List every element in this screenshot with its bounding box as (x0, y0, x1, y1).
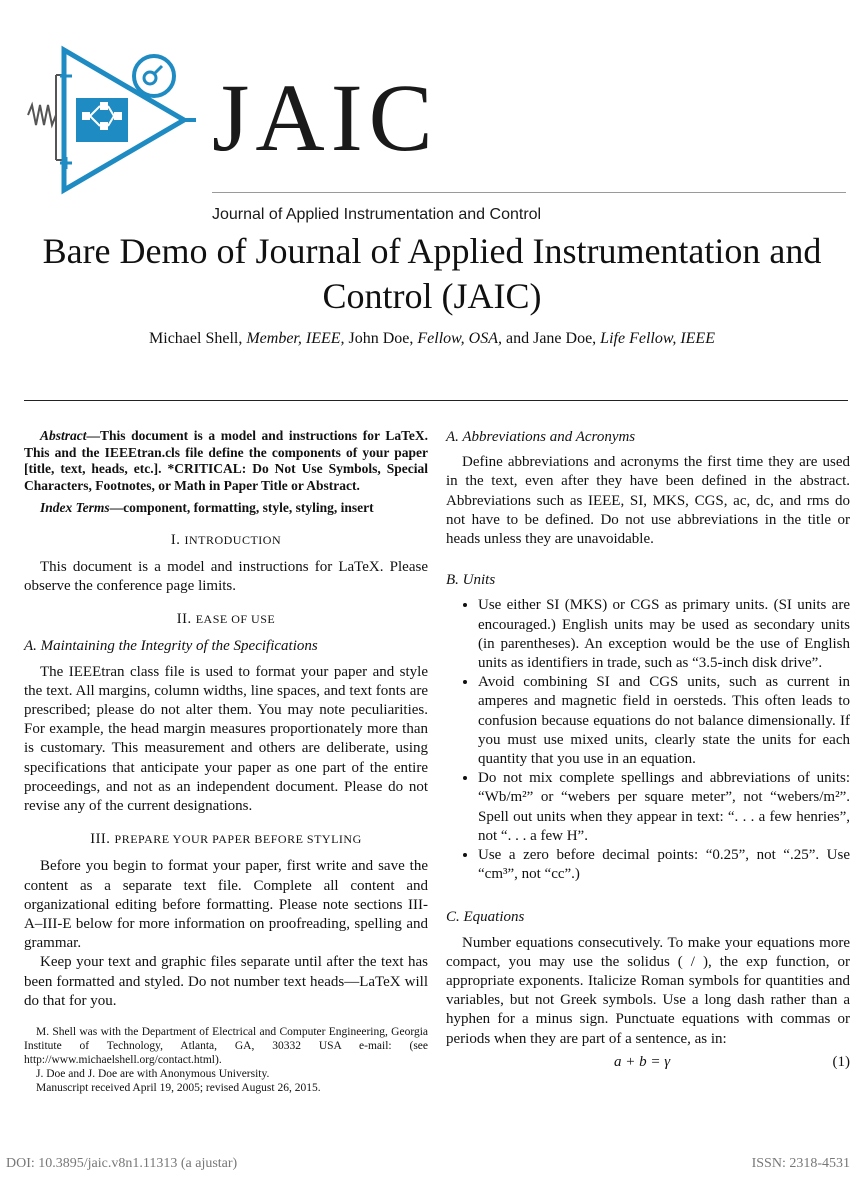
index-terms-text: —component, formatting, style, styling, insert (109, 500, 374, 515)
footer-doi: DOI: 10.3895/jaic.v8n1.11313 (a ajustar) (6, 1156, 238, 1171)
footnotes (24, 1025, 428, 1095)
author-list (20, 330, 844, 348)
section-heading (24, 610, 428, 629)
paper-title: Bare Demo of Journal of Applied Instrumentation and Control (JAIC) (42, 231, 822, 316)
body-paragraph: The IEEEtran class file is used to format your paper and style the text. All margins, column widths, line spaces, and text fonts are prescribed; please do not alter them. You may note peculiarities. For example, the head margin measures proportionately more than is customary. This measurement and others are deliberate, using specifications that anticipate your paper as one part of the entire proceedings, and not as an independent document. Please do not revise any of the current designations. (24, 663, 428, 814)
list-item: • Avoid combining SI and CGS units, such as current in amperes and magnetic field in oersteds. This often leads to confusion because equations do not balance dimensionally. If you must use mixed units, clearly state the units for each quantity that you use in an equation. (478, 673, 850, 769)
intro-paragraph: This document is a model and instructions for LaTeX. Please observe the conference page limits. (24, 558, 428, 594)
equation-body: a + b = γ (614, 1053, 671, 1070)
subsection-heading: A. Abbreviations and Acronyms (446, 429, 636, 445)
list-item: • Use either SI (MKS) or CGS as primary units. (SI units are encouraged.) English units may be used as secondary units (in parentheses). An exception would be the use of English units as identifiers in trade, such as “3.5-inch disk drive”. (478, 596, 850, 673)
section-title: INTRODUCTION (184, 532, 282, 547)
author-affiliation: Fellow, OSA, (417, 330, 502, 347)
subsection-heading: C. Equations (446, 909, 525, 926)
section-heading (24, 531, 428, 550)
header-divider (212, 192, 846, 193)
list-item: • Use a zero before decimal points: “0.25”, not “.25”. Use “cm³”, not “cc”.) (478, 846, 850, 884)
author-name: John Doe, (348, 330, 414, 347)
units-list (446, 596, 850, 884)
logo-wordmark: JAIC (212, 64, 439, 171)
author-affiliation: Member, IEEE, (246, 330, 345, 347)
footnote: Manuscript received April 19, 2005; revised August 26, 2015. (36, 1081, 321, 1094)
index-terms (24, 500, 428, 517)
section-title: EASE OF USE (195, 612, 276, 627)
jaic-logo-icon (24, 40, 196, 200)
body-paragraph: Keep your text and graphic files separate until after the text has been formatted and styled. Do not number text heads—LaTeX will do that for you. (24, 954, 428, 1009)
section-heading (24, 830, 428, 849)
title-divider (24, 400, 848, 401)
abstract (24, 428, 428, 494)
index-terms-label: Index Terms (40, 500, 110, 515)
list-item: • Do not mix complete spellings and abbreviations of units: “Wb/m²” or “webers per square meter”, not “webers/m²”. Spell out units when they appear in text: “. . . a few henries”, not “. . . a few H”. (478, 769, 850, 846)
body-paragraph: Number equations consecutively. To make your equations more compact, you may use the solidus ( / ), the exp function, or appropriate exponents. Italicize Roman symbols for quantities and variables, but not Greek symbols. Use a long dash rather than a hyphen for a minus sign. Punctuate equations with commas or periods when they are part of a sentence, as in: (446, 934, 850, 1047)
equation (446, 1053, 850, 1075)
section-number: II. (176, 611, 192, 628)
right-column (446, 428, 850, 1075)
body-paragraph: Before you begin to format your paper, first write and save the content as a separate text file. Complete all content and organizational editing before formatting. Please note sections III-A–III-E below for more information on proofreading, spelling and grammar. (24, 858, 428, 952)
equation-number: (1) (832, 1053, 850, 1070)
journal-name: Journal of Applied Instrumentation and Control (212, 206, 542, 223)
abstract-text: —This document is a model and instructions for LaTeX. This and the IEEEtran.cls file define the components of your paper [title, text, heads, etc.]. *CRITICAL: Do Not Use Symbols, Special Characters, Footnotes, or Math in Paper Title or Abstract. (24, 428, 428, 493)
section-title: PREPARE YOUR PAPER BEFORE STYLING (114, 832, 362, 847)
subsection-heading: B. Units (446, 572, 496, 589)
journal-header (0, 30, 864, 223)
author-name: and Jane Doe, (505, 330, 597, 347)
footnote: M. Shell was with the Department of Electrical and Computer Engineering, Georgia Institute of Technology, Atlanta, GA, 30332 USA e-mail: (see http://www.michaelshell.org/contact.html). (24, 1025, 428, 1066)
section-number: III. (90, 831, 111, 848)
left-column (24, 428, 428, 1095)
body-paragraph: Define abbreviations and acronyms the first time they are used in the text, even after they have been defined in the abstract. Abbreviations such as IEEE, SI, MKS, CGS, ac, dc, and rms do not have to be defined. Do not use abbreviations in the title or heads unless they are unavoidable. (446, 454, 850, 548)
abstract-label: Abstract (40, 428, 87, 443)
footnote: J. Doe and J. Doe are with Anonymous University. (36, 1067, 270, 1080)
author-name: Michael Shell, (149, 330, 243, 347)
author-affiliation: Life Fellow, IEEE (600, 330, 715, 347)
subsection-heading: A. Maintaining the Integrity of the Specifications (24, 638, 318, 655)
section-number: I. (170, 531, 181, 548)
footer-issn: ISSN: 2318-4531 (751, 1156, 850, 1171)
